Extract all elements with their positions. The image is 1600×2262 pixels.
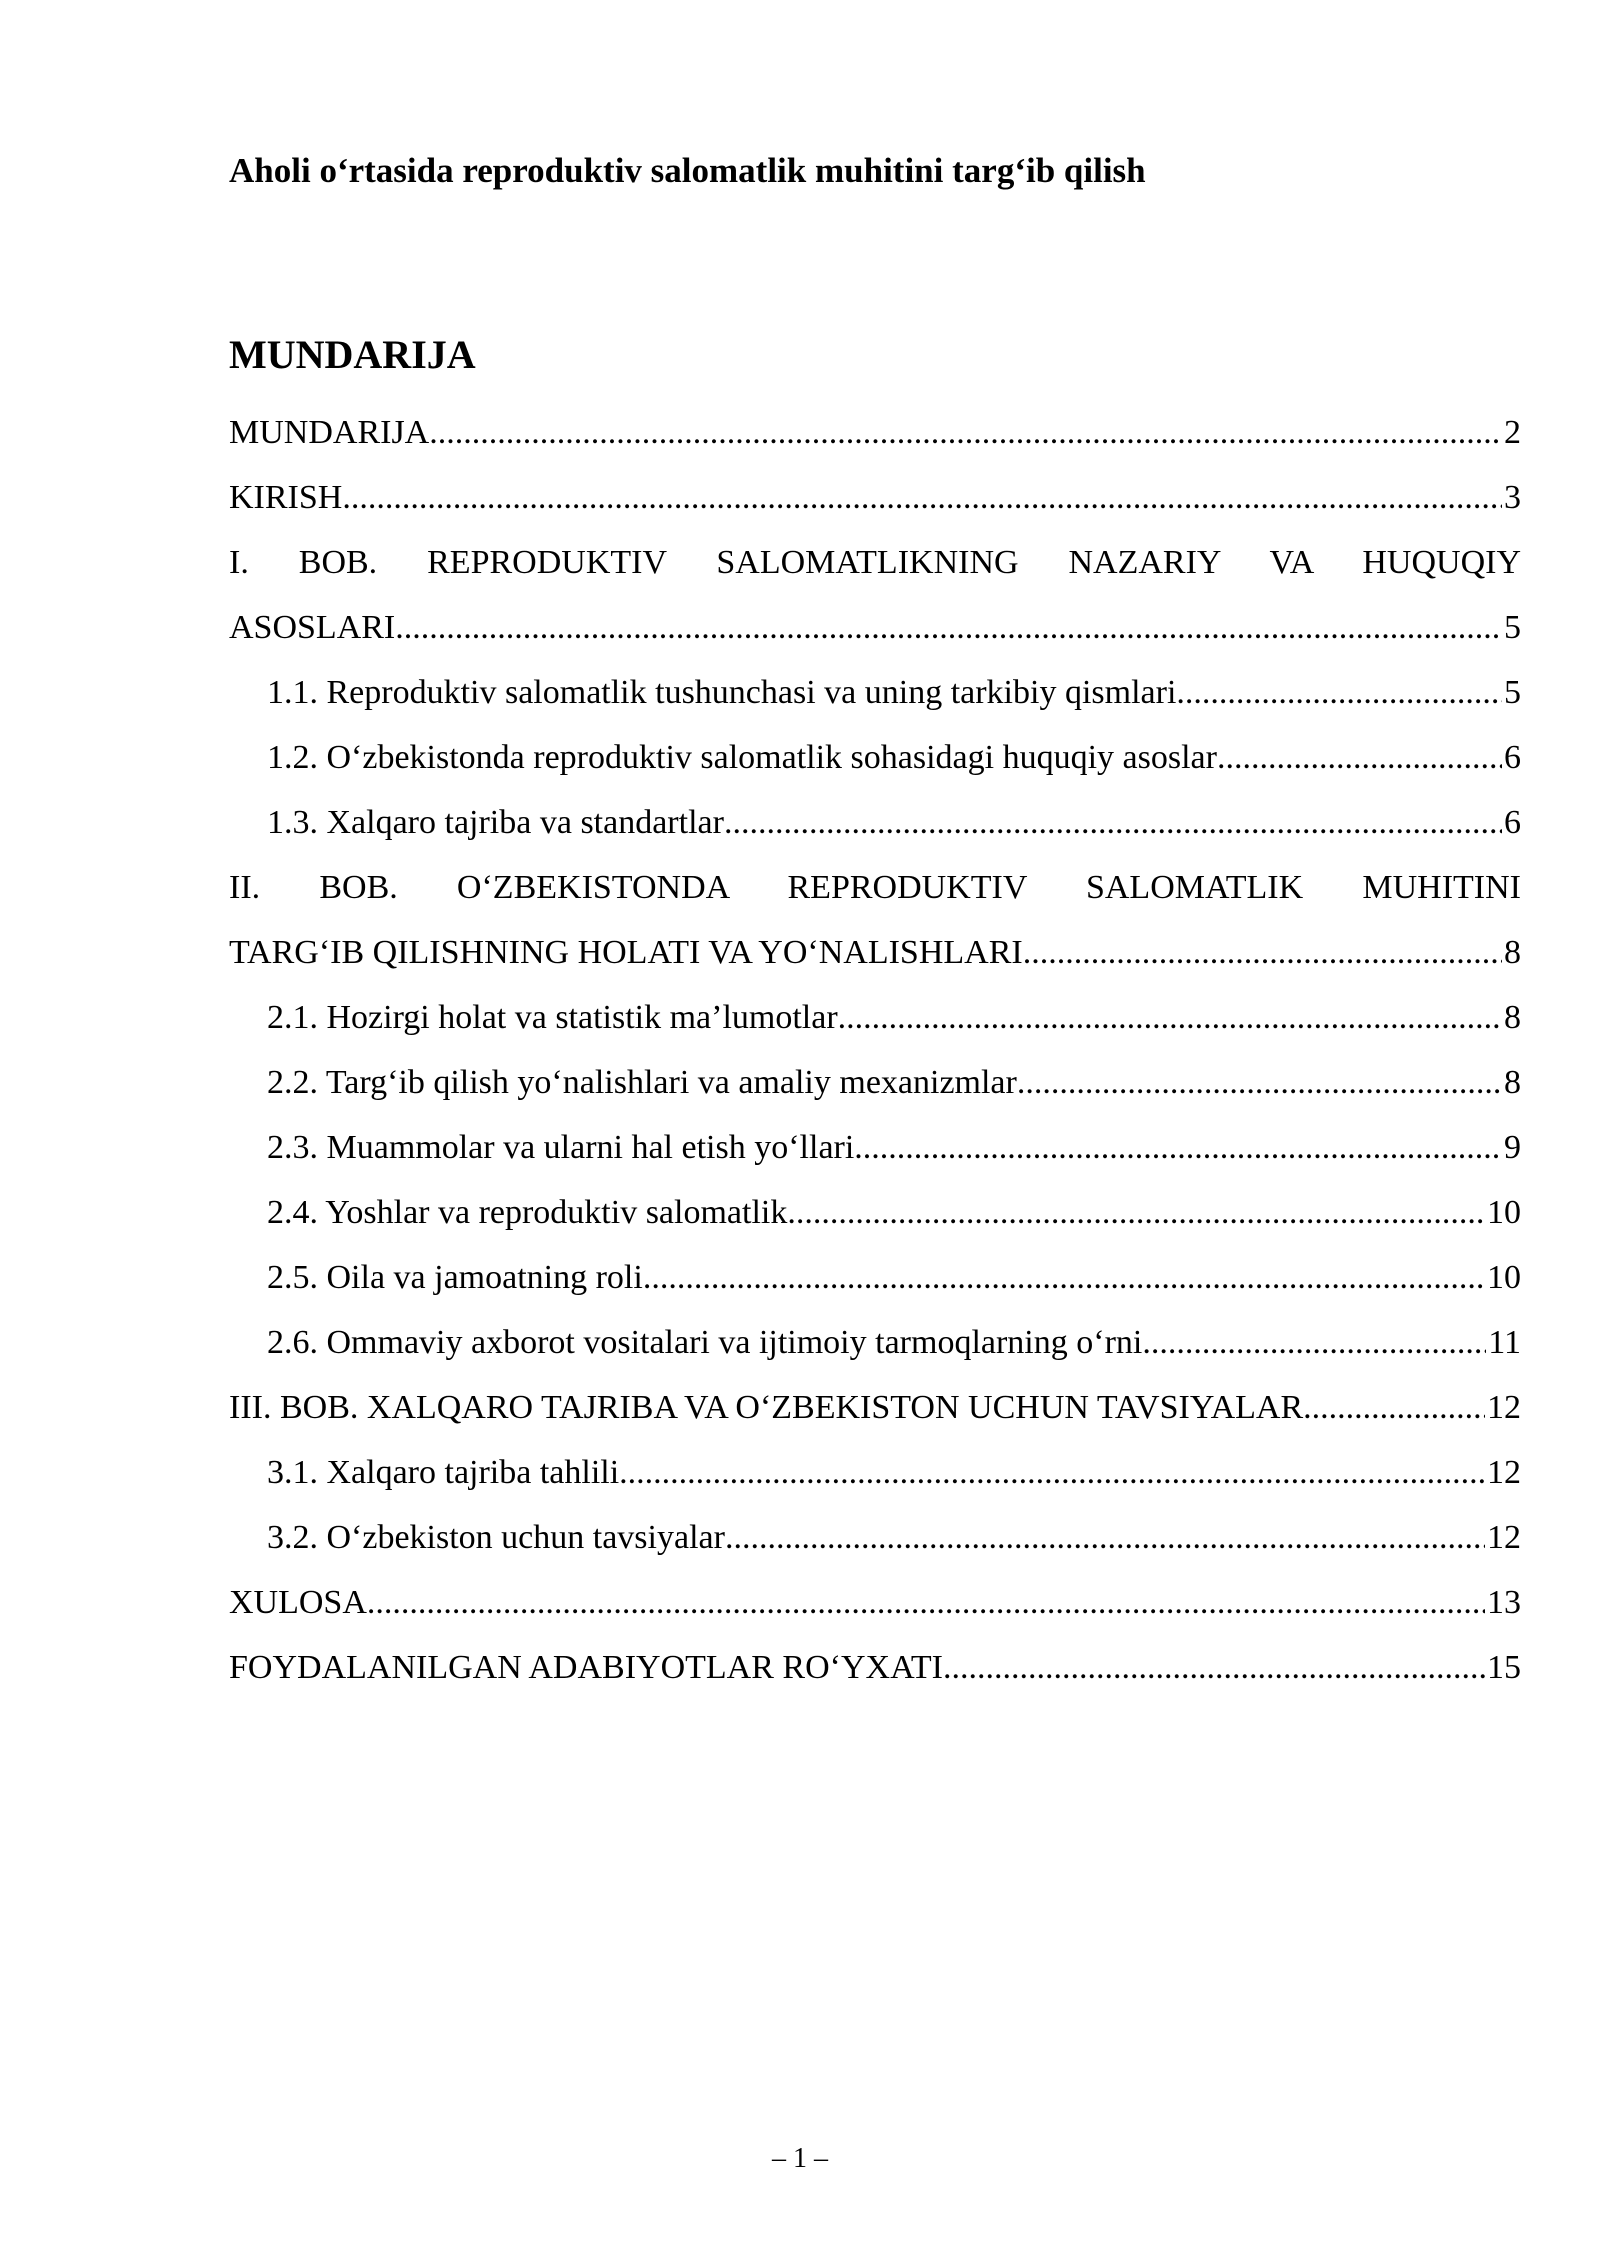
toc-entry-page: 12 xyxy=(1487,1454,1521,1491)
toc-entry-page: 6 xyxy=(1504,804,1521,841)
toc-entry[interactable] xyxy=(229,1180,1521,1245)
toc-entry[interactable] xyxy=(229,1310,1521,1375)
toc-entry-label: XULOSA xyxy=(229,1584,367,1621)
toc-entry[interactable] xyxy=(229,985,1521,1050)
toc-entry-page: 6 xyxy=(1504,739,1521,776)
toc-entry-label: 3.1. Xalqaro tajriba tahlili xyxy=(267,1454,620,1491)
dot-leader xyxy=(1176,660,1502,725)
toc-entry-page: 15 xyxy=(1487,1649,1521,1686)
toc-entry[interactable] xyxy=(229,920,1521,985)
dot-leader xyxy=(838,985,1502,1050)
toc-entry-page: 12 xyxy=(1487,1519,1521,1556)
toc-entry-label: ASOSLARI xyxy=(229,609,396,646)
toc-entry-page: 12 xyxy=(1487,1389,1521,1426)
toc-entry-page: 3 xyxy=(1504,479,1521,516)
toc-entry-label: 2.5. Oila va jamoatning roli xyxy=(267,1259,643,1296)
toc-heading: MUNDARIJA xyxy=(229,332,476,377)
toc-entry-label: 1.3. Xalqaro tajriba va standartlar xyxy=(267,804,724,841)
toc-entry-label: FOYDALANILGAN ADABIYOTLAR RO‘YXATI xyxy=(229,1649,943,1686)
toc-entry-label: 3.2. O‘zbekiston uchun tavsiyalar xyxy=(267,1519,725,1556)
table-of-contents xyxy=(229,400,1521,1700)
toc-entry[interactable] xyxy=(229,660,1521,725)
dot-leader xyxy=(1023,920,1502,985)
toc-entry-label: 2.1. Hozirgi holat va statistik ma’lumotlar xyxy=(267,999,838,1036)
toc-entry-page: 2 xyxy=(1504,414,1521,451)
dot-leader xyxy=(1017,1050,1502,1115)
toc-entry[interactable] xyxy=(229,1115,1521,1180)
dot-leader xyxy=(854,1115,1502,1180)
dot-leader xyxy=(429,400,1502,465)
document-title: Aholi o‘rtasida reproduktiv salomatlik muhitini targ‘ib qilish xyxy=(229,151,1146,190)
dot-leader xyxy=(342,465,1502,530)
toc-entry-page: 10 xyxy=(1487,1259,1521,1296)
page-number: – 1 – xyxy=(772,2143,828,2174)
toc-entry[interactable] xyxy=(229,1635,1521,1700)
toc-entry-label: 1.1. Reproduktiv salomatlik tushunchasi va uning tarkibiy qismlari xyxy=(267,674,1177,711)
dot-leader xyxy=(1142,1310,1486,1375)
toc-entry-page: 11 xyxy=(1488,1324,1521,1361)
toc-entry-label: MUNDARIJA xyxy=(229,414,430,451)
toc-entry-label: 2.3. Muammolar va ularni hal etish yo‘llari xyxy=(267,1129,855,1166)
dot-leader xyxy=(724,790,1502,855)
toc-entry[interactable] xyxy=(229,1570,1521,1635)
toc-entry[interactable] xyxy=(229,790,1521,855)
toc-entry[interactable] xyxy=(229,725,1521,790)
toc-entry-label: 2.4. Yoshlar va reproduktiv salomatlik xyxy=(267,1194,788,1231)
dot-leader xyxy=(1217,725,1502,790)
dot-leader xyxy=(395,595,1502,660)
toc-entry-page: 5 xyxy=(1504,609,1521,646)
dot-leader xyxy=(367,1570,1485,1635)
toc-entry-wrapped-line[interactable]: II. BOB. O‘ZBEKISTONDA REPRODUKTIV SALOMATLIK MUHITINI xyxy=(229,869,1521,906)
toc-entry-page: 13 xyxy=(1487,1584,1521,1621)
dot-leader xyxy=(619,1440,1485,1505)
dot-leader xyxy=(787,1180,1485,1245)
toc-entry[interactable] xyxy=(229,1245,1521,1310)
dot-leader xyxy=(725,1505,1485,1570)
toc-entry-page: 8 xyxy=(1504,1064,1521,1101)
toc-entry-page: 9 xyxy=(1504,1129,1521,1166)
toc-entry-page: 8 xyxy=(1504,999,1521,1036)
toc-entry-wrapped-line[interactable]: I. BOB. REPRODUKTIV SALOMATLIKNING NAZARIY VA HUQUQIY xyxy=(229,544,1521,581)
toc-entry[interactable] xyxy=(229,595,1521,660)
toc-entry-label: III. BOB. XALQARO TAJRIBA VA O‘ZBEKISTON UCHUN TAVSIYALAR xyxy=(229,1389,1304,1426)
toc-entry[interactable] xyxy=(229,1050,1521,1115)
toc-entry-label: 2.6. Ommaviy axborot vositalari va ijtimoiy tarmoqlarning o‘rni xyxy=(267,1324,1143,1361)
toc-entry-label: 2.2. Targ‘ib qilish yo‘nalishlari va amaliy mexanizmlar xyxy=(267,1064,1017,1101)
toc-entry-page: 8 xyxy=(1504,934,1521,971)
toc-entry[interactable] xyxy=(229,400,1521,465)
toc-entry-page: 10 xyxy=(1487,1194,1521,1231)
toc-entry[interactable] xyxy=(229,1440,1521,1505)
toc-entry-label: KIRISH xyxy=(229,479,343,516)
dot-leader xyxy=(643,1245,1485,1310)
toc-entry[interactable] xyxy=(229,465,1521,530)
toc-entry[interactable] xyxy=(229,1505,1521,1570)
toc-entry-label: TARG‘IB QILISHNING HOLATI VA YO‘NALISHLARI xyxy=(229,934,1023,971)
dot-leader xyxy=(943,1635,1485,1700)
toc-entry[interactable] xyxy=(229,1375,1521,1440)
dot-leader xyxy=(1303,1375,1485,1440)
toc-entry-label: 1.2. O‘zbekistonda reproduktiv salomatlik sohasidagi huquqiy asoslar xyxy=(267,739,1217,776)
toc-entry-page: 5 xyxy=(1504,674,1521,711)
